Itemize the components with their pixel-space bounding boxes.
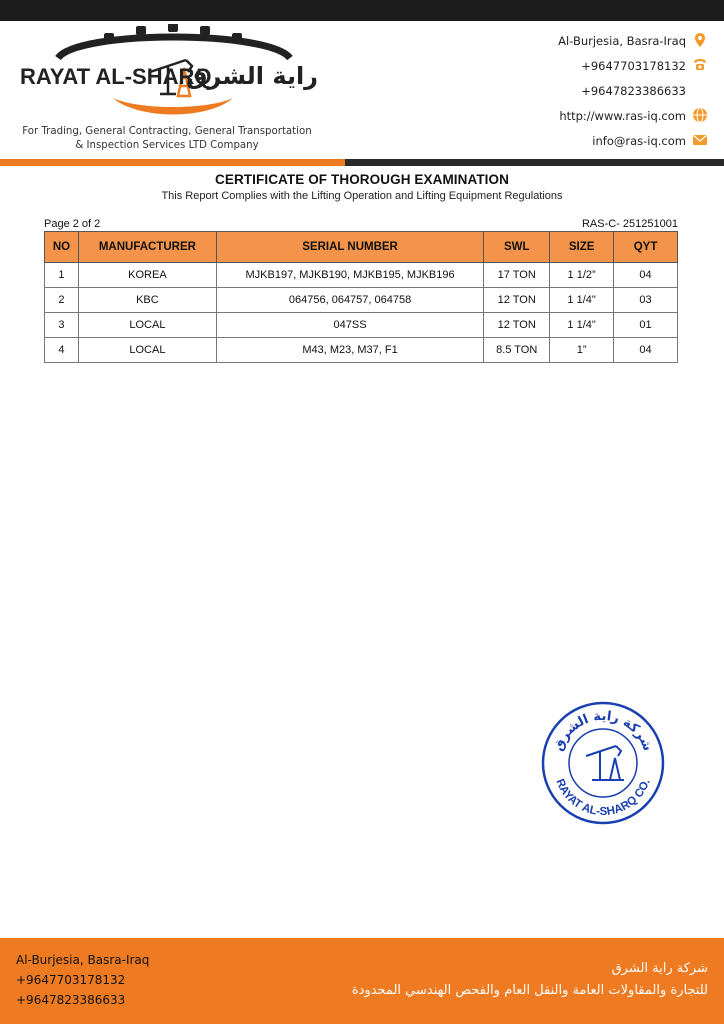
cell-manufacturer: KOREA: [78, 263, 216, 288]
phone-icon: [692, 57, 708, 73]
certificate-subtitle: This Report Complies with the Lifting Operation and Lifting Equipment Regulations: [161, 190, 563, 202]
page-number: Page 2 of 2: [44, 218, 101, 230]
table-row: [45, 313, 678, 338]
company-logo: [18, 24, 328, 124]
cell-serial: M43, M23, M37, F1: [216, 338, 483, 363]
footer-arabic: [352, 958, 708, 1002]
header-qyt: QYT: [614, 232, 678, 263]
header-swl: SWL: [484, 232, 550, 263]
contact-phone-2: +9647823386633: [581, 84, 686, 98]
cell-manufacturer: LOCAL: [78, 338, 216, 363]
cell-swl: 12 TON: [484, 313, 550, 338]
header-size: SIZE: [550, 232, 614, 263]
cell-qyt: 01: [614, 313, 678, 338]
cell-serial: 047SS: [216, 313, 483, 338]
footer-phone-1: +9647703178132: [16, 973, 126, 987]
top-bar: [0, 0, 724, 21]
tagline-line-2: & Inspection Services LTD Company: [75, 140, 259, 151]
cell-qyt: 04: [614, 263, 678, 288]
stamp-text-ar: شركة راية الشرق: [550, 708, 656, 754]
footer-arabic-description: للتجارة والمقاولات العامة والنقل العام والفحص الهندسي المحدودة: [351, 983, 708, 998]
cell-swl: 12 TON: [484, 288, 550, 313]
contact-website: http://www.ras-iq.com: [558, 107, 708, 132]
contact-block: [558, 32, 708, 157]
cell-no: 1: [45, 263, 79, 288]
cell-manufacturer: LOCAL: [78, 313, 216, 338]
footer-address: Al-Burjesia, Basra-Iraq: [16, 953, 150, 967]
logo-text-ar: راية الشرق: [185, 62, 318, 90]
envelope-icon: [692, 132, 708, 148]
certificate-title: CERTIFICATE OF THOROUGH EXAMINATION: [215, 172, 509, 187]
cell-serial: MJKB197, MJKB190, MJKB195, MJKB196: [216, 263, 483, 288]
cell-size: 1”: [550, 338, 614, 363]
contact-address: Al-Burjesia, Basra-Iraq: [558, 32, 708, 57]
cell-qyt: 03: [614, 288, 678, 313]
contact-phone-1: +9647703178132: [558, 57, 708, 82]
header-divider-accent: [0, 159, 345, 166]
table-row: [45, 263, 678, 288]
header-no: NO: [45, 232, 79, 263]
cell-swl: 8.5 TON: [484, 338, 550, 363]
header-manufacturer: MANUFACTURER: [78, 232, 216, 263]
equipment-table: [44, 231, 678, 363]
cell-qyt: 04: [614, 338, 678, 363]
location-pin-icon: [692, 32, 708, 48]
logo-text-en: RAYAT AL-SHARQ: [20, 64, 212, 89]
cell-swl: 17 TON: [484, 263, 550, 288]
company-tagline: [12, 125, 322, 153]
table-row: [45, 288, 678, 313]
table-row: [45, 338, 678, 363]
tagline-line-1: For Trading, General Contracting, General Transportation: [22, 126, 312, 137]
cell-no: 3: [45, 313, 79, 338]
cell-serial: 064756, 064757, 064758: [216, 288, 483, 313]
cell-no: 4: [45, 338, 79, 363]
footer: [0, 938, 724, 1024]
header-serial-number: SERIAL NUMBER: [216, 232, 483, 263]
company-stamp: [540, 700, 666, 826]
reference-number: RAS-C- 251251001: [581, 218, 678, 230]
globe-icon: [692, 107, 708, 123]
contact-email: info@ras-iq.com: [558, 132, 708, 157]
cell-size: 1 1/4": [550, 288, 614, 313]
footer-contacts: [16, 950, 149, 1010]
cell-size: 1 1/4": [550, 313, 614, 338]
cell-manufacturer: KBC: [78, 288, 216, 313]
cell-size: 1 1/2”: [550, 263, 614, 288]
footer-arabic-name: شركة راية الشرق: [611, 961, 708, 976]
table-header-row: [45, 232, 678, 263]
stamp-text-en: RAYAT AL-SHARQ CO.: [553, 777, 653, 819]
cell-no: 2: [45, 288, 79, 313]
footer-phone-2: +9647823386633: [16, 993, 126, 1007]
